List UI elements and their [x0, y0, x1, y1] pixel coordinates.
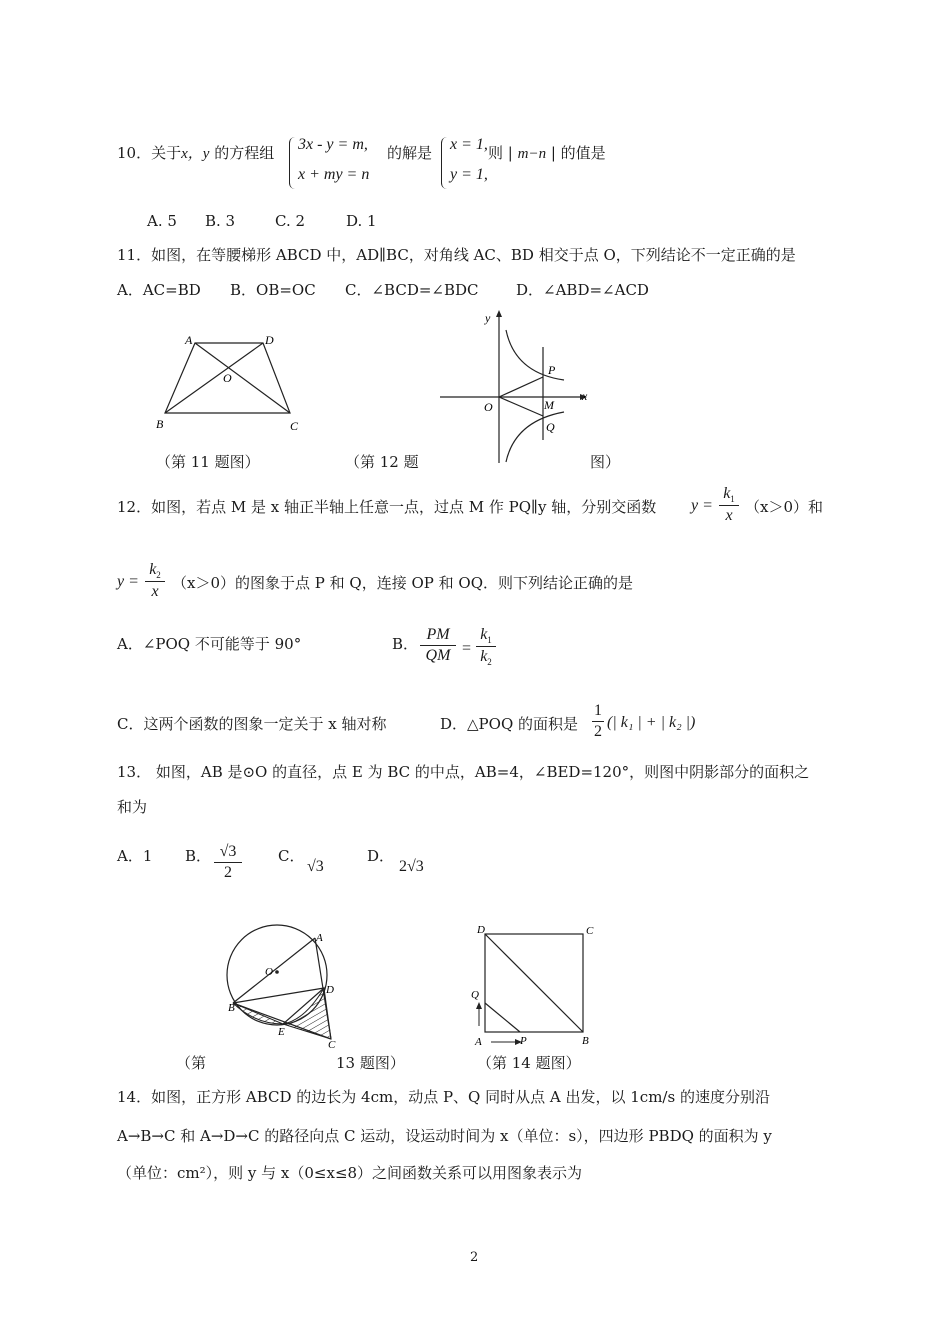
q12-option-b-lhs-fraction: PM QM	[420, 626, 456, 665]
fig11-label-a: A	[185, 333, 193, 347]
q13-caption-left: （第	[176, 1054, 207, 1072]
figure-13-circle	[220, 920, 360, 1050]
q10-option-a: A. 5	[147, 212, 177, 230]
q13-option-d-value: 2√3	[399, 858, 424, 875]
q10-sol1: x = 1,	[450, 136, 488, 153]
figure-12-graph	[440, 305, 600, 465]
figure-11-trapezoid	[150, 330, 310, 440]
q13-option-c-value: √3	[307, 858, 324, 875]
q13-stem-line1: 13． 如图，AB 是⊙O 的直径，点 E 为 BC 的中点，AB=4，∠BED=120°，则图中阴影部分的面积之	[117, 763, 810, 781]
q12-option-d-fraction: 1 2	[594, 702, 602, 740]
q11-stem: 11．如图，在等腰梯形 ABCD 中，AD∥BC，对角线 AC、BD 相交于点 O，下列结论不一定正确的是	[117, 246, 796, 264]
fig12-label-x: x	[582, 389, 588, 403]
fig14-label-p: P	[520, 1035, 527, 1047]
fig11-label-b: B	[156, 417, 164, 431]
figure-14-square	[465, 920, 605, 1048]
q11-option-a: A．AC=BD	[117, 281, 201, 299]
q10-solution-brace	[441, 137, 448, 189]
q13-option-b-fraction: √3 2	[214, 843, 242, 882]
q10-system-brace	[289, 137, 296, 189]
fig13-label-a: A	[316, 932, 323, 944]
fig12-label-m: M	[544, 398, 554, 412]
fig13-label-c: C	[328, 1039, 336, 1050]
q12-option-a: A．∠POQ 不可能等于 90°	[117, 635, 302, 653]
q12-option-c: C．这两个函数的图象一定关于 x 轴对称	[117, 715, 387, 733]
q10-eq1: 3x - y = m,	[298, 136, 368, 153]
fig12-label-p: P	[548, 363, 556, 377]
q12-option-b-equals: =	[462, 640, 472, 657]
q12-fn1-fraction: $k_1$ x	[719, 485, 739, 525]
q12-option-d-expr: (| k₁ | + | k₂ |)	[607, 714, 696, 731]
q12-stem-line1-end: （x＞0）和	[745, 498, 824, 516]
fig14-label-c: C	[586, 925, 594, 937]
q13-stem-line2: 和为	[117, 798, 148, 816]
q12-option-d-label: D．△POQ 的面积是	[440, 715, 579, 733]
fig13-label-d: D	[326, 984, 334, 996]
q10-stem-end: 则 | m−n | 的值是	[488, 144, 606, 162]
q12-option-b-rhs-fraction: $k_1$ $k_2$	[476, 626, 496, 667]
fig14-label-b: B	[582, 1035, 589, 1047]
q11-option-c: C．∠BCD=∠BDC	[345, 281, 479, 299]
fig13-label-e: E	[278, 1026, 285, 1038]
q11-caption: （第 11 题图）	[156, 453, 260, 471]
q10-stem-mid: 的解是	[387, 144, 433, 162]
q12-stem-line1: 12．如图，若点 M 是 x 轴正半轴上任意一点，过点 M 作 PQ∥y 轴，分别交函数	[117, 498, 657, 516]
q11-option-b: B．OB=OC	[230, 281, 316, 299]
q12-fn1-lhs: y =	[691, 497, 713, 514]
page-number: 2	[470, 1250, 479, 1265]
q13-option-d-label: D．	[367, 847, 395, 865]
q13-option-c-label: C．	[278, 847, 305, 865]
q14-stem-line1: 14．如图，正方形 ABCD 的边长为 4cm，动点 P、Q 同时从点 A 出发，以 1cm/s 的速度分别沿	[117, 1088, 770, 1106]
q13-option-a: A．1	[117, 847, 153, 865]
fig11-label-d: D	[265, 333, 274, 347]
fig11-label-o: O	[223, 371, 232, 385]
q10-sol2: y = 1,	[450, 166, 488, 183]
q10-option-c: C. 2	[275, 212, 306, 230]
q14-stem-line2: A→B→C 和 A→D→C 的路径向点 C 运动，设运动时间为 x（单位：s），四边形 PBDQ 的面积为 y	[117, 1127, 772, 1145]
fig12-label-o: O	[484, 400, 493, 414]
q10-stem-start: 10．关于x，y 的方程组	[117, 144, 275, 162]
q14-caption: （第 14 题图）	[477, 1054, 581, 1072]
q12-caption-left: （第 12 题	[345, 453, 419, 471]
q12-stem-line2: （x＞0）的图象于点 P 和 Q，连接 OP 和 OQ．则下列结论正确的是	[172, 574, 633, 592]
fig13-label-o: O	[265, 966, 273, 978]
fig14-label-a: A	[475, 1036, 482, 1048]
fig12-label-q: Q	[546, 420, 555, 434]
q13-option-b-label: B．	[185, 847, 212, 865]
q10-option-b: B. 3	[205, 212, 236, 230]
fig14-label-d: D	[477, 924, 485, 936]
q13-caption-right: 13 题图）	[336, 1054, 405, 1072]
fig12-label-y: y	[485, 311, 491, 325]
q14-stem-line3: （单位：cm²），则 y 与 x（0≤x≤8）之间函数关系可以用图象表示为	[117, 1164, 583, 1182]
q12-fn2-lhs: y =	[117, 573, 139, 590]
q12-option-b-label: B．	[392, 635, 419, 653]
fig14-label-q: Q	[471, 989, 479, 1001]
q12-fn2-fraction: $k_2$ x	[145, 561, 165, 601]
q10-option-d: D. 1	[346, 212, 377, 230]
fig13-label-b: B	[228, 1002, 235, 1014]
fig11-label-c: C	[290, 419, 299, 433]
q11-option-d: D．∠ABD=∠ACD	[516, 281, 649, 299]
q10-eq2: x + my = n	[298, 166, 370, 183]
q12-caption-right: 图）	[590, 453, 621, 471]
